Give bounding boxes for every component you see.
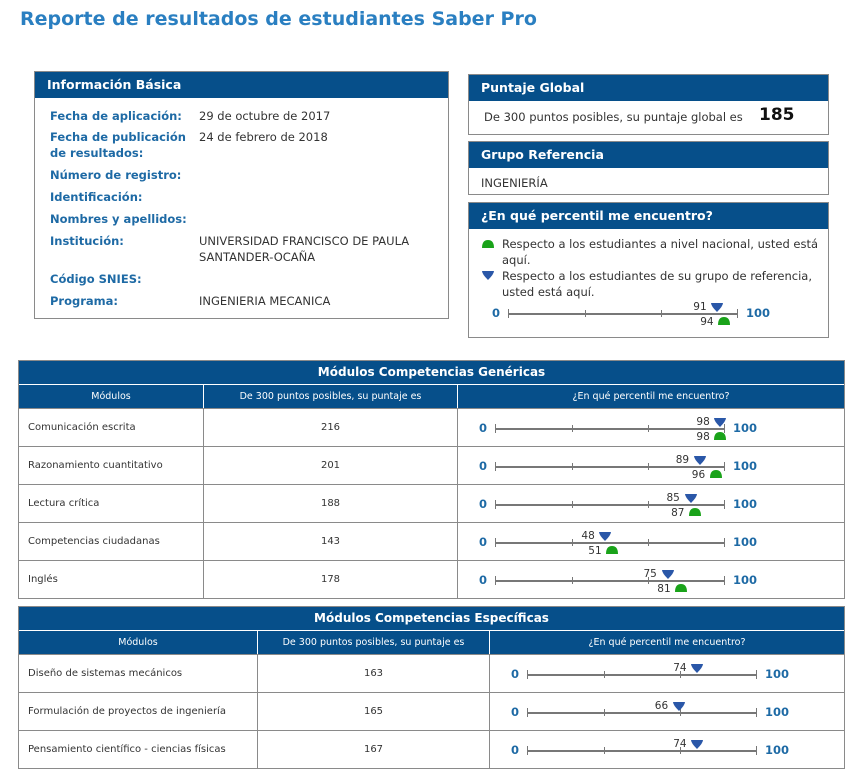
col-modulos: Módulos (19, 385, 204, 408)
scale-max-label: 100 (733, 459, 758, 473)
scale-line (495, 466, 725, 468)
group-percentile-marker (690, 740, 704, 749)
group-legend-text: Respecto a los estudiantes de su grupo de referencia, usted está aquí. (502, 269, 812, 299)
scale-cap (756, 746, 757, 755)
scale-cap (495, 424, 496, 433)
scale-tick (648, 539, 649, 546)
scale-max-label: 100 (733, 535, 758, 549)
table-title: Módulos Competencias Específicas (19, 607, 844, 630)
national-percentile-marker (688, 507, 702, 516)
scale-min-label: 0 (511, 743, 520, 757)
scale-line (527, 750, 757, 752)
scale-cap (724, 500, 725, 509)
group-percentile-marker (672, 702, 686, 711)
scale-line (495, 504, 725, 506)
scale-tick (572, 425, 573, 432)
table-title: Módulos Competencias Genéricas (19, 361, 844, 384)
scale-tick (572, 577, 573, 584)
module-score: 178 (204, 561, 458, 598)
info-value: 29 de octubre de 2017 (199, 109, 331, 123)
group-percentile-value: 91 (693, 301, 707, 313)
national-percentile-marker (674, 583, 688, 592)
scale-min-label: 0 (479, 573, 488, 587)
scale-tick (661, 310, 662, 317)
national-legend-text: Respecto a los estudiantes a nivel nacional, usted está aquí. (502, 237, 819, 267)
info-panel (34, 71, 449, 319)
module-score: 216 (204, 409, 458, 446)
scale-cap (495, 576, 496, 585)
scale-min-label: 0 (479, 421, 488, 435)
scale-cap (756, 670, 757, 679)
national-percentile-value: 81 (657, 583, 671, 595)
info-value: INGENIERIA MECANICA (199, 294, 331, 308)
table-header (19, 384, 844, 408)
table-body (19, 654, 844, 768)
module-score: 201 (204, 447, 458, 484)
grupo-value: INGENIERÍA (481, 176, 548, 190)
scale-min-label: 0 (479, 459, 488, 473)
module-name: Razonamiento cuantitativo (19, 447, 204, 484)
module-name: Pensamiento científico - ciencias físicas (19, 731, 258, 768)
info-label: Fecha de publicación de resultados: (50, 130, 186, 160)
group-percentile-value: 98 (696, 416, 710, 428)
scale-min-label: 0 (492, 306, 501, 320)
scale-min-label: 0 (511, 705, 520, 719)
module-percentile (458, 409, 844, 446)
specific-modules-table (18, 606, 845, 769)
table-row (19, 560, 844, 598)
scale-cap (527, 670, 528, 679)
scale-tick (604, 671, 605, 678)
module-name: Formulación de proyectos de ingeniería (19, 693, 258, 730)
scale-max-label: 100 (765, 705, 790, 719)
module-score: 143 (204, 523, 458, 560)
group-percentile-value: 85 (666, 492, 680, 504)
percentile-scale (479, 409, 799, 447)
national-percentile-value: 94 (700, 316, 714, 328)
module-percentile (458, 561, 844, 598)
table-row (19, 446, 844, 484)
scale-line (527, 674, 757, 676)
scale-cap (508, 309, 509, 318)
col-percentil: ¿En qué percentil me encuentro? (572, 391, 730, 402)
scale-max-label: 100 (746, 306, 771, 320)
grupo-header: Grupo Referencia (469, 142, 828, 168)
group-percentile-marker (710, 303, 724, 312)
scale-line (508, 313, 738, 315)
scale-tick (585, 310, 586, 317)
national-percentile-marker (605, 545, 619, 554)
scale-min-label: 0 (479, 535, 488, 549)
module-name: Comunicación escrita (19, 409, 204, 446)
col-puntaje: De 300 puntos posibles, su puntaje es (204, 385, 458, 408)
percentile-scale (479, 447, 799, 485)
global-score-panel (468, 74, 829, 135)
global-score-value: 185 (759, 105, 795, 125)
scale-cap (737, 309, 738, 318)
group-percentile-marker (661, 570, 675, 579)
percentile-scale (511, 655, 831, 693)
national-percentile-marker (709, 469, 723, 478)
group-percentile-value: 75 (643, 568, 657, 580)
table-body (19, 408, 844, 598)
scale-tick (604, 709, 605, 716)
col-puntaje: De 300 puntos posibles, su puntaje es (258, 631, 490, 654)
national-percentile-value: 51 (588, 545, 602, 557)
info-label: Programa: (50, 294, 119, 308)
scale-line (495, 580, 725, 582)
group-percentile-value: 74 (673, 662, 687, 674)
percentile-scale (479, 485, 799, 523)
group-percentile-marker (690, 664, 704, 673)
scale-tick (648, 501, 649, 508)
scale-cap (527, 708, 528, 717)
module-percentile (458, 447, 844, 484)
percentile-scale (492, 301, 772, 331)
group-percentile-marker (598, 532, 612, 541)
scale-max-label: 100 (733, 421, 758, 435)
info-label: Identificación: (50, 190, 143, 204)
info-label: Número de registro: (50, 168, 182, 182)
group-percentile-marker (684, 494, 698, 503)
module-percentile (458, 485, 844, 522)
percentile-panel (468, 202, 829, 338)
percentile-header: ¿En qué percentil me encuentro? (469, 203, 828, 229)
scale-cap (756, 708, 757, 717)
scale-tick (604, 747, 605, 754)
scale-max-label: 100 (765, 743, 790, 757)
percentile-scale (479, 561, 799, 599)
module-name: Diseño de sistemas mecánicos (19, 655, 258, 692)
info-label: Nombres y apellidos: (50, 212, 187, 226)
group-legend (481, 268, 821, 300)
percentile-scale (511, 731, 831, 769)
scale-min-label: 0 (479, 497, 488, 511)
group-percentile-value: 74 (673, 738, 687, 750)
scale-cap (724, 462, 725, 471)
scale-max-label: 100 (733, 497, 758, 511)
group-percentile-value: 48 (581, 530, 595, 542)
national-percentile-marker (713, 431, 727, 440)
module-score: 188 (204, 485, 458, 522)
scale-max-label: 100 (765, 667, 790, 681)
table-row (19, 730, 844, 768)
national-marker-icon (481, 239, 495, 248)
global-score-text: De 300 puntos posibles, su puntaje global es (484, 110, 743, 124)
scale-tick (572, 501, 573, 508)
national-percentile-value: 96 (691, 469, 706, 481)
table-row (19, 408, 844, 446)
scale-cap (495, 462, 496, 471)
table-row (19, 654, 844, 692)
national-percentile-marker (717, 316, 731, 325)
scale-min-label: 0 (511, 667, 520, 681)
table-row (19, 522, 844, 560)
info-value: UNIVERSIDAD FRANCISCO DE PAULA SANTANDER-OCAÑA (199, 234, 410, 264)
national-percentile-value: 98 (696, 431, 710, 443)
module-percentile (490, 693, 844, 730)
percentile-scale (511, 693, 831, 731)
group-percentile-value: 66 (654, 700, 669, 712)
scale-line (495, 542, 725, 544)
reference-group-panel (468, 141, 829, 195)
scale-tick (648, 425, 649, 432)
global-header: Puntaje Global (469, 75, 828, 101)
info-label: Institución: (50, 234, 124, 248)
module-name: Competencias ciudadanas (19, 523, 204, 560)
group-percentile-marker (693, 456, 707, 465)
info-label: Fecha de aplicación: (50, 109, 182, 123)
module-score: 165 (258, 693, 490, 730)
scale-max-label: 100 (733, 573, 758, 587)
national-legend (481, 236, 821, 268)
module-percentile (490, 731, 844, 768)
module-score: 167 (258, 731, 490, 768)
scale-cap (724, 538, 725, 547)
generic-modules-table (18, 360, 845, 599)
scale-tick (572, 539, 573, 546)
page-title: Reporte de resultados de estudiantes Saber Pro (20, 8, 537, 30)
table-row (19, 692, 844, 730)
module-name: Lectura crítica (19, 485, 204, 522)
col-percentil: ¿En qué percentil me encuentro? (588, 637, 746, 648)
module-name: Inglés (19, 561, 204, 598)
module-percentile (458, 523, 844, 560)
scale-line (495, 428, 725, 430)
scale-tick (572, 463, 573, 470)
table-row (19, 484, 844, 522)
info-header: Información Básica (35, 72, 448, 98)
module-percentile (490, 655, 844, 692)
national-percentile-value: 87 (671, 507, 685, 519)
table-header (19, 630, 844, 654)
scale-cap (527, 746, 528, 755)
percentile-scale (479, 523, 799, 561)
scale-tick (648, 463, 649, 470)
group-marker-icon (481, 271, 495, 280)
scale-cap (724, 576, 725, 585)
group-percentile-marker (713, 418, 727, 427)
scale-cap (495, 500, 496, 509)
scale-line (527, 712, 757, 714)
info-label: Código SNIES: (50, 272, 142, 286)
group-percentile-value: 89 (675, 454, 690, 466)
col-modulos: Módulos (19, 631, 258, 654)
module-score: 163 (258, 655, 490, 692)
scale-cap (495, 538, 496, 547)
info-value: 24 de febrero de 2018 (199, 130, 328, 144)
